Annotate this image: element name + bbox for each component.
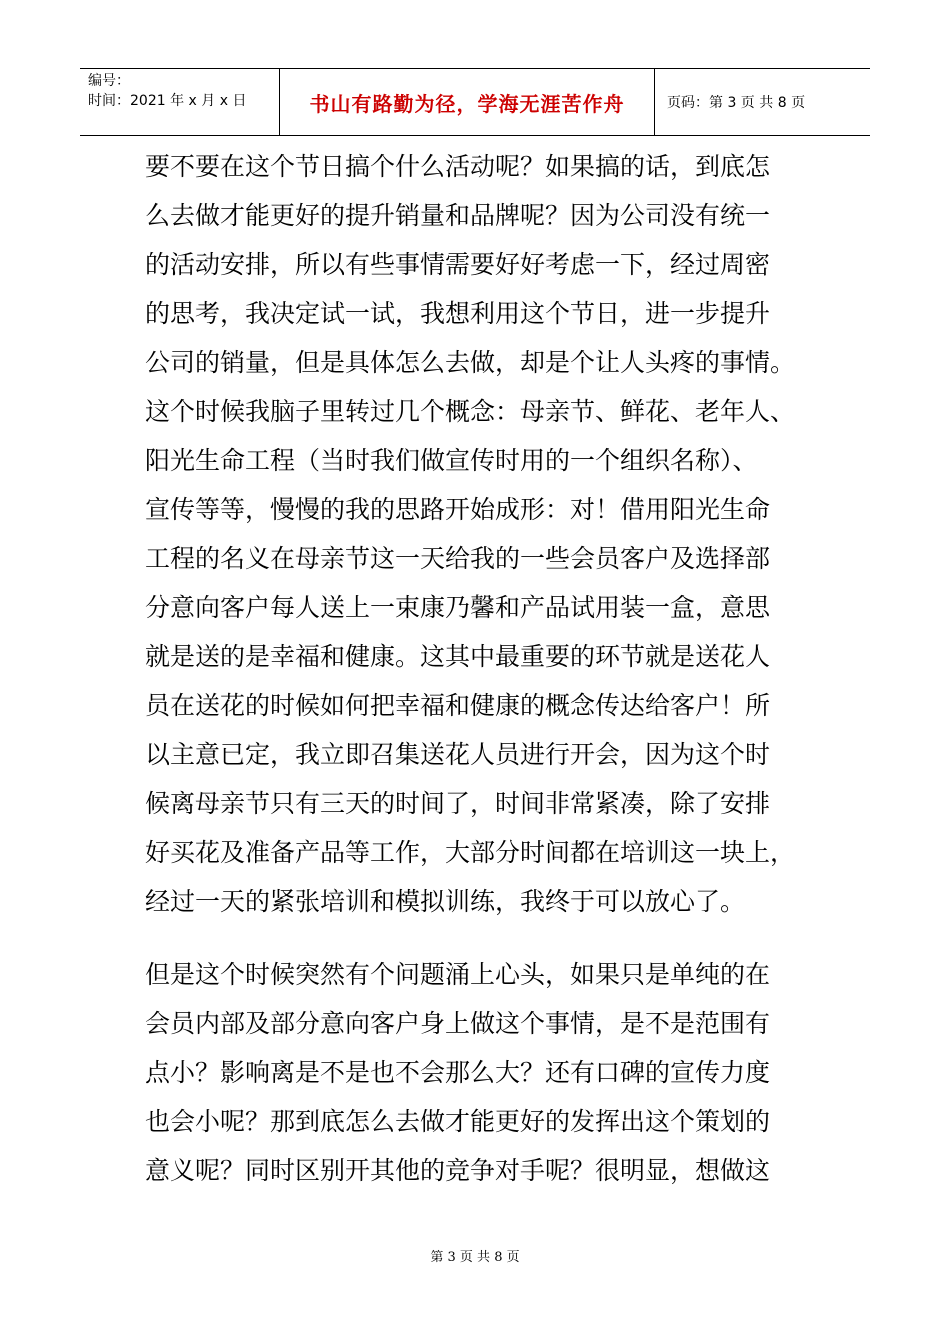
text-line: 经过一天的紧张培训和模拟训练，我终于可以放心了。 <box>145 887 746 916</box>
paragraph-1 <box>145 142 805 926</box>
text-line: 就是送的是幸福和健康。这其中最重要的环节就是送花人 <box>145 642 771 671</box>
text-line: 候离母亲节只有三天的时间了，时间非常紧凑，除了安排 <box>145 789 771 818</box>
text-line: 意义呢？同时区别开其他的竞争对手呢？很明显，想做这 <box>145 1156 771 1185</box>
date-label: 时间：2021 年 x 月 x 日 <box>88 93 247 109</box>
text-line: 但是这个时候突然有个问题涌上心头，如果只是单纯的在 <box>145 960 771 989</box>
text-line: 宣传等等，慢慢的我的思路开始成形：对！借用阳光生命 <box>145 495 771 524</box>
text-line: 公司的销量，但是具体怎么去做，却是个让人头疼的事情。 <box>145 348 796 377</box>
text-line: 好买花及准备产品等工作，大部分时间都在培训这一块上， <box>145 838 796 867</box>
paragraph-2 <box>145 950 805 1195</box>
page-header <box>80 68 870 136</box>
text-line: 的活动安排，所以有些事情需要好好考虑一下，经过周密 <box>145 250 771 279</box>
text-line: 阳光生命工程（当时我们做宣传时用的一个组织名称）、 <box>145 446 758 475</box>
text-line: 这个时候我脑子里转过几个概念：母亲节、鲜花、老年人、 <box>145 397 796 426</box>
text-line: 要不要在这个节日搞个什么活动呢？如果搞的话，到底怎 <box>145 152 771 181</box>
number-label: 编号： <box>88 73 130 89</box>
text-line: 的思考，我决定试一试，我想利用这个节日，进一步提升 <box>145 299 771 328</box>
page-footer: 第 3 页 共 8 页 <box>430 1250 520 1265</box>
text-line: 分意向客户每人送上一束康乃馨和产品试用装一盒，意思 <box>145 593 771 622</box>
text-line: 员在送花的时候如何把幸福和健康的概念传达给客户！所 <box>145 691 771 720</box>
paragraph-spacer <box>145 926 805 950</box>
text-line: 以主意已定，我立即召集送花人员进行开会，因为这个时 <box>145 740 771 769</box>
text-line: 也会小呢？那到底怎么去做才能更好的发挥出这个策划的 <box>145 1107 771 1136</box>
header-page-info: 页码：第 3 页 共 8 页 <box>667 95 806 111</box>
document-body <box>145 142 805 1195</box>
header-meta <box>80 69 280 135</box>
header-motto: 书山有路勤为径，学海无涯苦作舟 <box>280 69 655 135</box>
text-line: 么去做才能更好的提升销量和品牌呢？因为公司没有统一 <box>145 201 771 230</box>
text-line: 会员内部及部分意向客户身上做这个事情，是不是范围有 <box>145 1009 771 1038</box>
text-line: 点小？影响离是不是也不会那么大？还有口碑的宣传力度 <box>145 1058 771 1087</box>
text-line: 工程的名义在母亲节这一天给我的一些会员客户及选择部 <box>145 544 771 573</box>
